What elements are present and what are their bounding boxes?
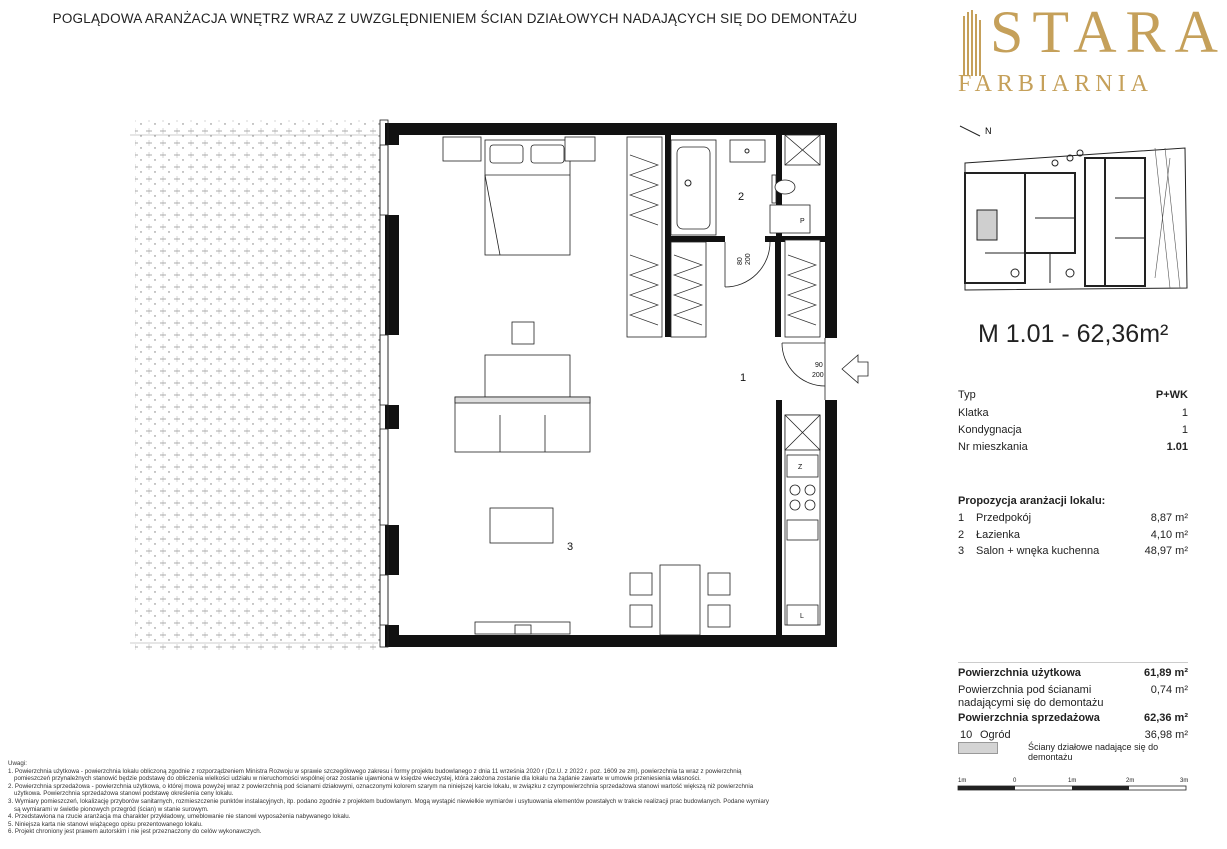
- oven-label: L: [800, 613, 804, 620]
- entry-door-height: 200: [812, 372, 824, 379]
- walls-area-row: Powierzchnia pod ścianami nadającymi się do demontażu 0,74 m²: [958, 684, 1188, 709]
- garden-row: 10 Ogród 36,98 m²: [960, 729, 1188, 741]
- info-row: Kondygnacja 1: [958, 424, 1188, 436]
- wardrobe-left: [627, 137, 662, 337]
- rooms-heading: Propozycja aranżacji lokalu:: [958, 495, 1106, 507]
- room-row: 1 Przedpokój 8,87 m²: [958, 512, 1188, 524]
- usable-area-row: Powierzchnia użytkowa 61,89 m²: [958, 667, 1188, 679]
- info-row: Nr mieszkania 1.01: [958, 441, 1188, 453]
- sale-area-row: Powierzchnia sprzedażowa 62,36 m²: [958, 712, 1188, 724]
- room-row: 2 Łazienka 4,10 m²: [958, 529, 1188, 541]
- toilet: [775, 180, 795, 194]
- entry-door: [782, 338, 825, 400]
- logo-stara: STARA: [990, 0, 1227, 65]
- notes: Uwagi: 1. Powierzchnia użytkowa - powierzchnia lokalu obliczoną zgodnie z rozporządzeniem Ministra Rozwoju w sprawie szczegółowego zakresu i formy projektu budowlanego z dnia 11 września 2020 r (Dz.U. z 2022 r. poz. 1609 ze zm), powierzchnia ta wraz z powierzchnią pomieszczeń przynależnych stanowić będzie podstawę do obliczenia wielkości udziału w nieruchomości wspólnej oraz zostanie ujawniona w księdze wieczystej, która założona zostanie dla lokalu na żądanie zawarte w umowie przeniesienia własności. 2. Powierzchnia sprzedażowa - powierzchnia użytkowa, o której mowa powyżej wraz z powierzchnią pod ścianami działowymi, oznaczonymi kolorem szarym na niniejszej karcie lokalu, w związku z czympowierzchnia sprzedażowa stanowi wartość większą niż powierzchnia użytkowa. Powierzchnia sprzedażowa stanowi podstawę określenia ceny lokalu. 3. Wymiary pomieszczeń, lokalizację przyborów sanitarnych, rozmieszczenie punktów instalacyjnych, itp. podano zgodnie z projektem budowlanym. Mogą wystąpić niewielkie wymiarów i usytuowania elementów powstałych w trakcie realizacji prac budowlanych. Podane wymiary są wymiarami w świetle pionowych przegród (ścian) w stanie surowym. 4. Przedstawiona na rzucie aranżacja ma charakter przykładowy, umeblowanie nie stanowi wyposażenia nabywanego lokalu. 5. Niniejsza karta nie stanowi wiążącego opisu prezentowanego lokalu. 6. Projekt chroniony jest prawem autorskim i nie jest przeznaczony do celów wykonawczych.: [8, 760, 769, 836]
- logo-farbiarnia: FARBIARNIA: [958, 71, 1153, 97]
- room-label-1: 1: [740, 372, 747, 384]
- info-row: Typ P+WK: [958, 389, 1188, 401]
- unit-title: M 1.01 - 62,36m²: [978, 320, 1169, 348]
- garden-area: [135, 120, 380, 650]
- chair: [512, 322, 534, 344]
- sink-kitchen: [787, 520, 818, 540]
- room-row: 3 Salon + wnęka kuchenna 48,97 m²: [958, 545, 1188, 557]
- legend-text: Ściany działowe nadające się do demontażu: [1028, 742, 1159, 762]
- sofa: [455, 397, 590, 452]
- floor-plan: [130, 115, 840, 660]
- wardrobe-right: [785, 240, 820, 337]
- room-label-2: 2: [738, 191, 745, 203]
- page-title: POGLĄDOWA ARANŻACJA WNĘTRZ WRAZ Z UWZGLĘDNIENIEM ŚCIAN DZIAŁOWYCH NADAJĄCYCH SIĘ DO DEMONTAŻU: [52, 11, 858, 26]
- washer-label: P: [800, 218, 805, 225]
- dining-table: [660, 565, 700, 635]
- entry-door-width: 90: [815, 362, 823, 369]
- key-plan: [955, 118, 1190, 298]
- wall-right-bottom: [825, 400, 837, 647]
- sink: [730, 140, 765, 162]
- entry-arrow-icon: [842, 355, 868, 383]
- side-table: [490, 508, 553, 543]
- wall-bottom: [385, 635, 837, 647]
- logo-emblem-icon: [955, 10, 987, 80]
- room-label-3: 3: [567, 541, 574, 553]
- info-row: Klatka 1: [958, 407, 1188, 419]
- fridge-label: Z: [798, 464, 803, 471]
- wall-top: [385, 123, 837, 135]
- bath-door-height: 200: [745, 253, 752, 265]
- fridge: [787, 455, 818, 477]
- coffee-table: [485, 355, 570, 397]
- bed: [443, 137, 595, 255]
- wall-right-top: [825, 123, 837, 338]
- bath-door-width: 80: [737, 257, 744, 265]
- north-label: N: [985, 126, 992, 136]
- north-arrow-icon: [960, 126, 980, 136]
- legend-swatch: [958, 742, 998, 754]
